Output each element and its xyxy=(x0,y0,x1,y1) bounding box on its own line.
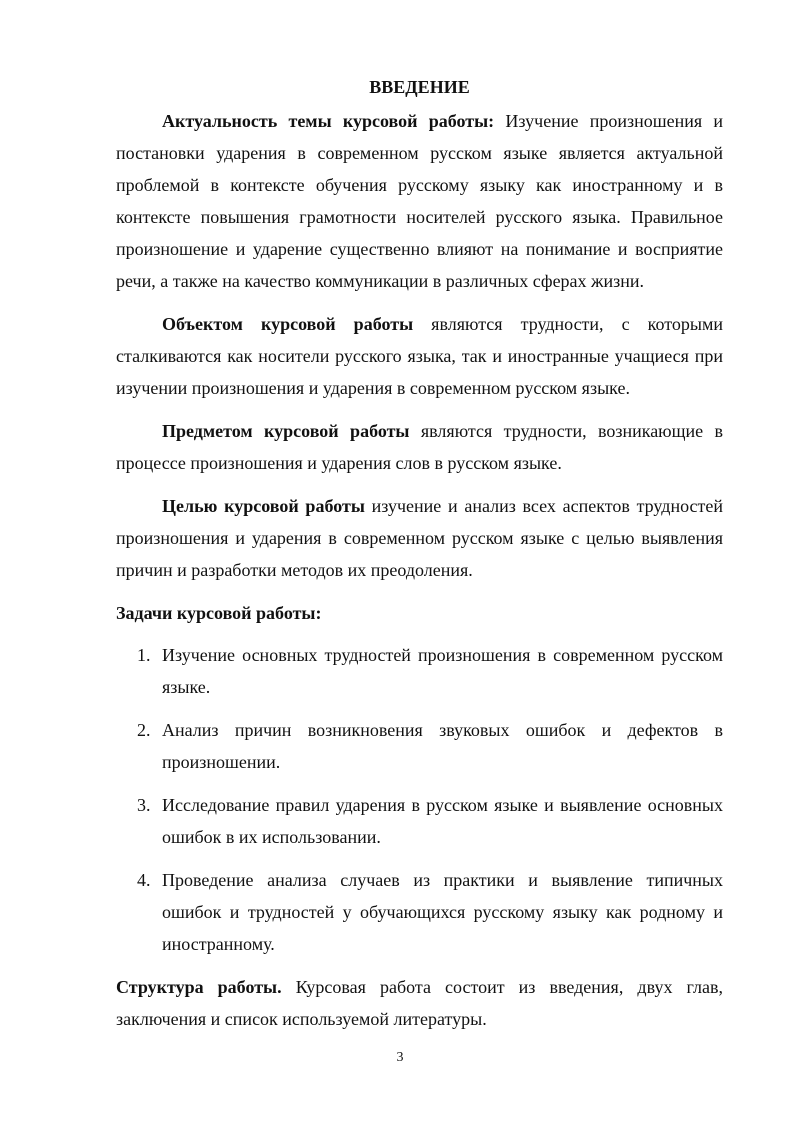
paragraph-text: Изучение произношения и постановки ударения в современном русском языке является актуальной проблемой в контексте обучения русскому языку как иностранному и в контексте повышения грамотности носителей русского языка. Правильное произношение и ударение существенно влияют на понимание и восприятие речи, а также на качество коммуникации в различных сферах жизни. xyxy=(116,111,723,291)
paragraph-lead: Целью курсовой работы xyxy=(162,496,365,516)
tasks-list xyxy=(116,639,723,960)
list-item-number: 1. xyxy=(137,645,151,665)
paragraph-text: Курсовая работа состоит из введения, двух глав, заключения и список используемой литературы. xyxy=(116,977,723,1029)
paragraph-lead: Структура работы. xyxy=(116,977,282,997)
paragraph-goal xyxy=(116,490,723,586)
list-item xyxy=(116,639,723,703)
list-item xyxy=(116,789,723,853)
paragraph-lead: Актуальность темы курсовой работы: xyxy=(162,111,495,131)
section-title: ВВЕДЕНИЕ xyxy=(369,77,470,97)
list-item-text: Проведение анализа случаев из практики и выявление типичных ошибок и трудностей у обучающихся русскому языку как родному и иностранному. xyxy=(162,870,723,954)
paragraph-structure xyxy=(116,971,723,1035)
paragraph-text: являются трудности, возникающие в процессе произношения и ударения слов в русском языке. xyxy=(116,421,724,473)
list-item-number: 2. xyxy=(137,720,151,740)
page-number: 3 xyxy=(396,1050,404,1065)
list-item xyxy=(116,714,723,778)
list-item xyxy=(116,864,723,960)
list-item-text: Анализ причин возникновения звуковых ошибок и дефектов в произношении. xyxy=(162,720,723,772)
paragraph-lead: Предметом курсовой работы xyxy=(162,421,410,441)
paragraph-lead: Объектом курсовой работы xyxy=(162,314,414,334)
list-item-text: Исследование правил ударения в русском языке и выявление основных ошибок в их использовании. xyxy=(162,795,723,847)
list-item-number: 4. xyxy=(137,870,151,890)
paragraph-relevance xyxy=(116,105,723,297)
paragraph-object xyxy=(116,308,723,404)
paragraph-text: изучение и анализ всех аспектов трудностей произношения и ударения в современном русском языке с целью выявления причин и разработки методов их преодоления. xyxy=(116,496,723,580)
document-body xyxy=(116,75,723,1035)
list-item-text: Изучение основных трудностей произношения в современном русском языке. xyxy=(162,645,723,697)
paragraph-subject xyxy=(116,415,723,479)
list-item-number: 3. xyxy=(137,795,151,815)
tasks-heading: Задачи курсовой работы: xyxy=(116,603,322,623)
paragraph-text: являются трудности, с которыми сталкиваются как носители русского языка, так и иностранные учащиеся при изучении произношения и ударения в современном русском языке. xyxy=(116,314,724,398)
